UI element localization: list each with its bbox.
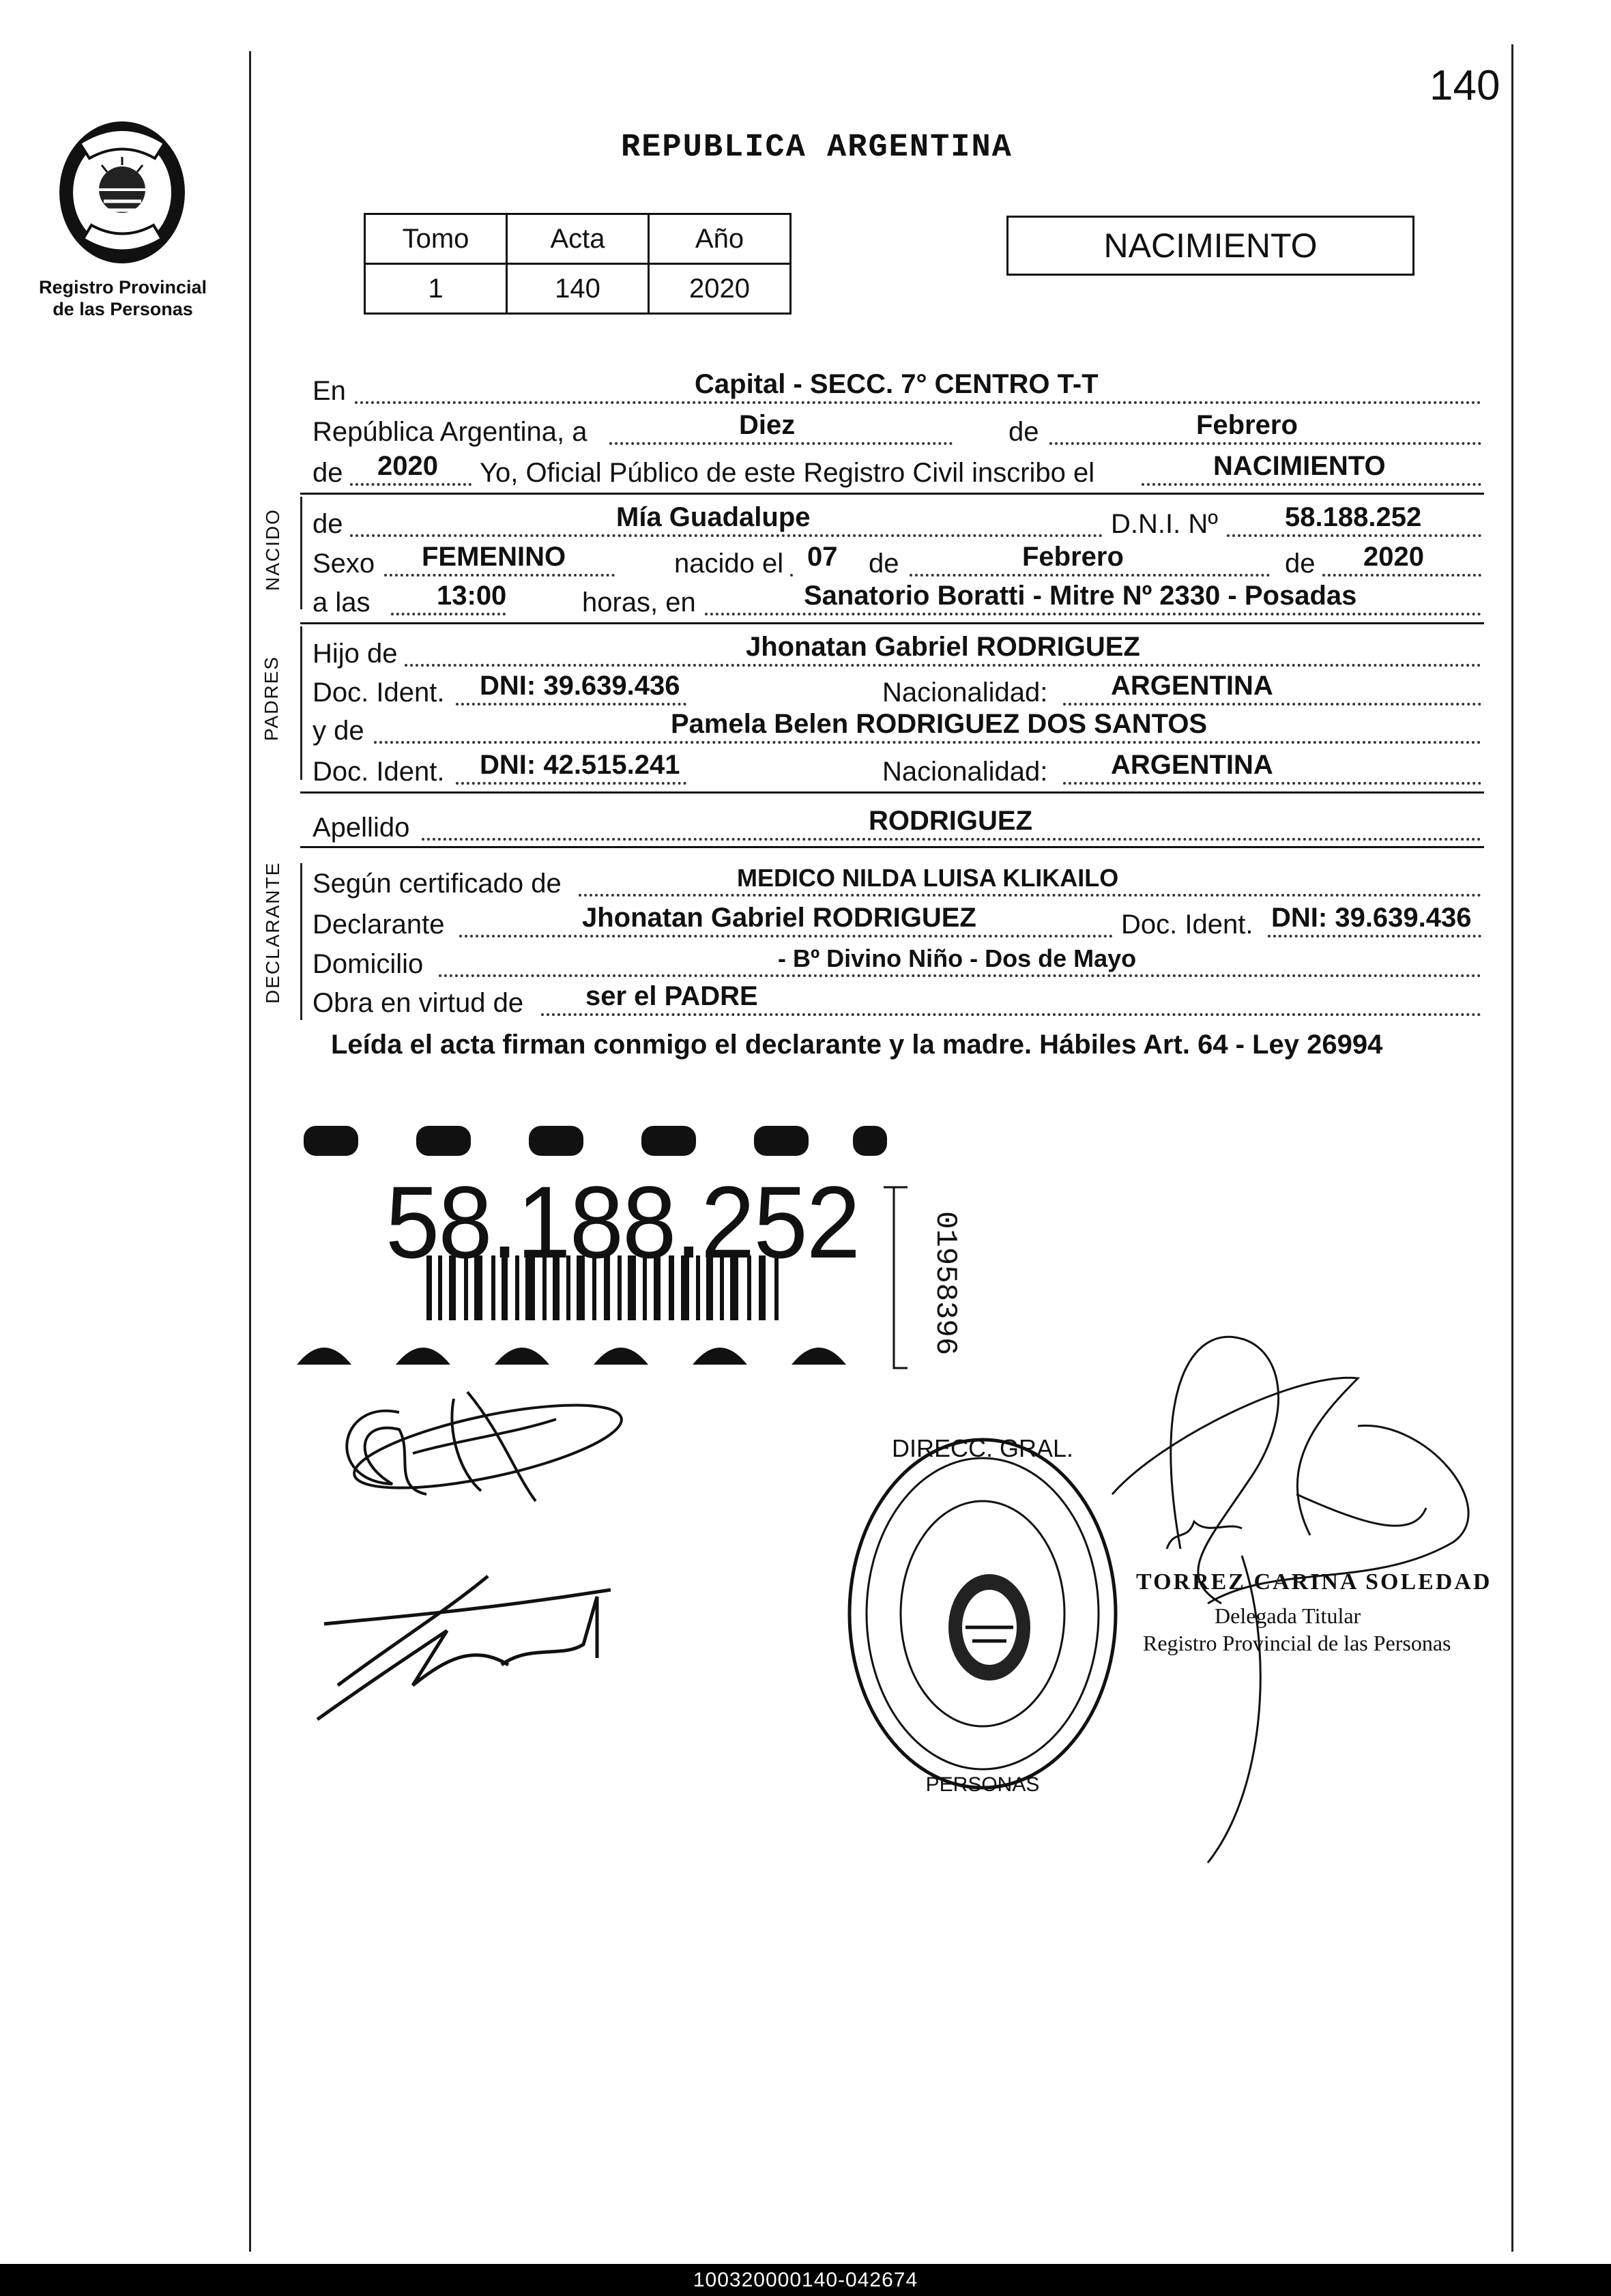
province-seal-icon bbox=[53, 116, 192, 270]
dni-label: D.N.I. Nº bbox=[1111, 509, 1218, 539]
nac1-value: ARGENTINA bbox=[1111, 671, 1273, 701]
obra-value: ser el PADRE bbox=[585, 981, 758, 1011]
obra-label: Obra en virtud de bbox=[313, 988, 524, 1018]
dia-value: Diez bbox=[739, 410, 796, 440]
apellido-value: RODRIGUEZ bbox=[869, 806, 1032, 836]
nac2-value: ARGENTINA bbox=[1111, 750, 1273, 780]
row-declarante bbox=[313, 902, 1481, 944]
decl-doc-value: DNI: 39.639.436 bbox=[1271, 903, 1472, 933]
acto-value: NACIMIENTO bbox=[1213, 451, 1386, 481]
nac-de-label: de bbox=[869, 549, 899, 579]
signatures bbox=[310, 1371, 665, 1740]
republica-label: República Argentina, a bbox=[313, 417, 587, 447]
hijo-label: Hijo de bbox=[313, 639, 398, 669]
decl-doc-label: Doc. Ident. bbox=[1121, 910, 1253, 940]
oficial-text: Yo, Oficial Público de este Registro Civil inscribo el bbox=[480, 458, 1095, 488]
registry-table bbox=[364, 213, 792, 315]
registry-logo bbox=[38, 116, 208, 320]
col-header-anio: Año bbox=[649, 214, 791, 264]
svg-text:PERSONAS: PERSONAS bbox=[925, 1773, 1040, 1796]
apellido-label: Apellido bbox=[313, 813, 410, 843]
doc2-value: DNI: 42.515.241 bbox=[480, 750, 680, 780]
dni-value: 58.188.252 bbox=[1285, 502, 1422, 532]
col-header-tomo: Tomo bbox=[365, 214, 507, 264]
sticker-top-pattern bbox=[304, 1126, 887, 1156]
left-margin-line bbox=[249, 51, 251, 2252]
row-domicilio bbox=[313, 942, 1481, 984]
nacido-section-label: NACIDO bbox=[262, 508, 283, 591]
sticker-dni-number: 58.188.252 bbox=[386, 1165, 860, 1279]
delegate-name: TORREZ CARINA SOLEDAD bbox=[1136, 1569, 1492, 1595]
row-apellido bbox=[313, 805, 1481, 847]
de-label: de bbox=[1008, 417, 1039, 447]
row-madre bbox=[313, 708, 1481, 751]
sticker-serial: 01958396 bbox=[928, 1211, 962, 1356]
nombre-value: Mía Guadalupe bbox=[616, 502, 811, 532]
declarante-value: Jhonatan Gabriel RODRIGUEZ bbox=[582, 903, 976, 933]
padre-value: Jhonatan Gabriel RODRIGUEZ bbox=[746, 632, 1140, 662]
record-type-box: NACIMIENTO bbox=[1006, 216, 1414, 276]
declarante-bracket bbox=[300, 863, 302, 1020]
row-certificado bbox=[313, 861, 1481, 903]
row-republica bbox=[313, 409, 1481, 452]
document-title: REPUBLICA ARGENTINA bbox=[621, 130, 1013, 166]
delegate-office: Registro Provincial de las Personas bbox=[1143, 1631, 1451, 1655]
row-nombre bbox=[313, 502, 1481, 544]
logo-caption-line2: de las Personas bbox=[53, 299, 193, 319]
acta-value: 140 bbox=[507, 264, 649, 314]
section-divider bbox=[300, 622, 1484, 624]
madre-signature bbox=[317, 1576, 611, 1719]
yde-label: y de bbox=[313, 716, 364, 746]
tomo-value: 1 bbox=[365, 264, 507, 314]
declarante-signature bbox=[347, 1388, 628, 1505]
doc2-label: Doc. Ident. bbox=[313, 757, 445, 787]
nacido-bracket bbox=[300, 497, 302, 609]
nac1-label: Nacionalidad: bbox=[882, 678, 1048, 708]
certificado-value: MEDICO NILDA LUISA KLIKAILO bbox=[737, 864, 1119, 892]
padres-bracket bbox=[300, 626, 302, 780]
lugar-label: horas, en bbox=[582, 587, 696, 617]
nacido-el-label: nacido el bbox=[674, 549, 784, 579]
hora-label: a las bbox=[313, 587, 371, 617]
row-hora bbox=[313, 580, 1481, 622]
svg-text:DIRECC. GRAL.: DIRECC. GRAL. bbox=[891, 1434, 1074, 1462]
sexo-label: Sexo bbox=[313, 549, 375, 579]
doc1-value: DNI: 39.639.436 bbox=[480, 671, 680, 701]
nac-dia-value: 07 bbox=[807, 542, 838, 572]
anio-value: 2020 bbox=[649, 264, 791, 314]
stamp-shield-icon bbox=[948, 1574, 1030, 1681]
section-divider bbox=[300, 846, 1484, 848]
section-divider bbox=[300, 493, 1484, 495]
mes-value: Febrero bbox=[1196, 410, 1298, 440]
hora-value: 13:00 bbox=[437, 581, 507, 611]
delegate-title: Delegada Titular bbox=[1215, 1603, 1361, 1628]
madre-value: Pamela Belen RODRIGUEZ DOS SANTOS bbox=[671, 709, 1208, 739]
closing-text: Leída el acta firman conmigo el declarante y la madre. Hábiles Art. 64 - Ley 26994 bbox=[331, 1030, 1383, 1060]
nac-anio-value: 2020 bbox=[1363, 542, 1424, 572]
nac-mes-value: Febrero bbox=[1022, 542, 1124, 572]
nombre-label: de bbox=[313, 509, 343, 539]
page-number: 140 bbox=[1429, 62, 1500, 109]
right-margin-line bbox=[1511, 44, 1513, 2252]
declarante-label: Declarante bbox=[313, 910, 445, 940]
row-sexo bbox=[313, 541, 1481, 583]
padres-section-label: PADRES bbox=[261, 655, 282, 741]
en-value: Capital - SECC. 7° CENTRO T-T bbox=[695, 369, 1099, 399]
sticker-bottom-pattern bbox=[297, 1348, 846, 1365]
footer-code: 100320000140-042674 bbox=[0, 2264, 1611, 2296]
nac-de2-label: de bbox=[1285, 549, 1316, 579]
row-en bbox=[313, 368, 1481, 411]
col-header-acta: Acta bbox=[507, 214, 649, 264]
nac2-label: Nacionalidad: bbox=[882, 757, 1048, 787]
row-doc1 bbox=[313, 670, 1481, 712]
lugar-value: Sanatorio Boratti - Mitre Nº 2330 - Posadas bbox=[804, 581, 1357, 611]
de2-label: de bbox=[313, 458, 343, 488]
delegate-signature bbox=[1071, 1317, 1549, 1876]
sexo-value: FEMENINO bbox=[422, 542, 566, 572]
declarante-section-label: DECLARANTE bbox=[262, 861, 283, 1004]
anio-inscripcion-value: 2020 bbox=[377, 451, 438, 481]
certificado-label: Según certificado de bbox=[313, 869, 562, 899]
row-doc2 bbox=[313, 749, 1481, 791]
logo-caption-line1: Registro Provincial bbox=[38, 277, 207, 297]
en-label: En bbox=[313, 376, 346, 406]
section-divider bbox=[300, 791, 1484, 794]
row-oficial bbox=[313, 450, 1481, 493]
domicilio-label: Domicilio bbox=[313, 949, 424, 979]
row-hijo bbox=[313, 631, 1481, 673]
domicilio-value: - Bº Divino Niño - Dos de Mayo bbox=[778, 944, 1137, 972]
row-obra bbox=[313, 980, 1481, 1023]
doc1-label: Doc. Ident. bbox=[313, 678, 445, 708]
